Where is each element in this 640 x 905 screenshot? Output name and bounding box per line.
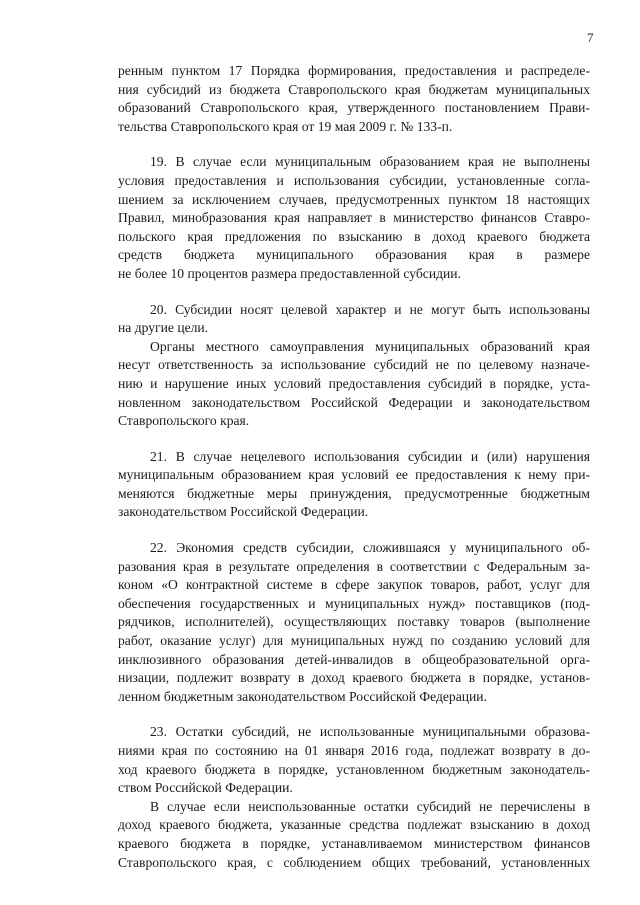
text-line: Правил, минобразования края направляет в министерство финансов Ставро- bbox=[118, 210, 590, 226]
text-line: 22. Экономия средств субсидии, сложившаяся у муниципального об- bbox=[150, 540, 590, 556]
paragraph-22 bbox=[118, 539, 590, 706]
text-line: ниями края по состоянию на 01 января 2016 года, подлежат возврату в до- bbox=[118, 743, 590, 758]
text-line: обеспечения государственных и муниципальных нужд» поставщиков (под- bbox=[118, 595, 590, 611]
text-line: разования края в результате определения в соответствии с Федеральным за- bbox=[118, 558, 590, 574]
text-line: инклюзивного образования детей-инвалидов в общеобразовательной орга- bbox=[118, 651, 590, 667]
paragraph-19 bbox=[118, 153, 590, 283]
paragraph-continuation bbox=[118, 62, 590, 136]
text-line: польского края предложения по взысканию в доход краевого бюджета bbox=[118, 228, 590, 244]
text-line: меняются бюджетные меры принуждения, предусмотренные бюджетным bbox=[118, 485, 590, 501]
text-line: ством Российской Федерации. bbox=[118, 780, 293, 796]
paragraph-20 bbox=[118, 301, 590, 338]
text-line: коном «О контрактной системе в сфере закупок товаров, работ, услуг для bbox=[118, 577, 590, 593]
text-line: не более 10 процентов размера предоставленной субсидии. bbox=[118, 265, 461, 281]
text-line: краевого бюджета в порядке, устанавливаемом министерством финансов bbox=[118, 835, 590, 851]
page-number: 7 bbox=[587, 30, 594, 45]
text-line: ленном бюджетным законодательством Российской Федерации. bbox=[118, 688, 487, 704]
text-line: на другие цели. bbox=[118, 320, 209, 336]
text-line: Ставропольского края. bbox=[118, 413, 250, 429]
paragraph-21 bbox=[118, 448, 590, 522]
text-line: рядчиков, исполнителей), осуществляющих поставку товаров (выполнение bbox=[118, 614, 590, 630]
text-line: муниципальным образованием края условий ее предоставления к нему при- bbox=[118, 467, 590, 483]
text-line: работ, оказание услуг) для муниципальных нужд по созданию условий для bbox=[118, 633, 590, 649]
text-line: Ставропольского края, с соблюдением общих требований, установленных bbox=[118, 854, 590, 870]
text-line: образований Ставропольского края, утвержденного постановлением Прави- bbox=[118, 100, 590, 116]
text-line: шением за исключением случаев, предусмотренных пунктом 18 настоящих bbox=[118, 191, 590, 207]
text-line: нию и нарушение иных условий предоставления субсидий в порядке, уста- bbox=[118, 375, 590, 391]
text-line: ния субсидий из бюджета Ставропольского края бюджетам муниципальных bbox=[118, 81, 590, 97]
text-line: несут ответственность за использование субсидий не по целевому назначе- bbox=[118, 357, 590, 373]
text-line: ход краевого бюджета в порядке, установленном бюджетным законодатель- bbox=[118, 761, 590, 777]
text-line: низации, подлежит возврату в доход краевого бюджета в порядке, установ- bbox=[118, 670, 590, 686]
paragraph-20-responsibility bbox=[118, 338, 590, 431]
text-line: 21. В случае нецелевого использования субсидии и (или) нарушения bbox=[150, 448, 590, 464]
text-line: Органы местного самоуправления муниципальных образований края bbox=[150, 338, 590, 354]
text-line: средств бюджета муниципального образования края в размере bbox=[118, 247, 590, 263]
text-line: законодательством Российской Федерации. bbox=[118, 504, 369, 520]
text-line: В случае если неиспользованные остатки субсидий не перечислены в bbox=[150, 798, 590, 814]
text-line: условия предоставления и использования субсидии, установленные согла- bbox=[118, 172, 590, 188]
text-line: новленном законодательством Российской Федерации и законодательством bbox=[118, 394, 590, 410]
text-line: 20. Субсидии носят целевой характер и не могут быть использованы bbox=[150, 301, 590, 317]
text-line: доход краевого бюджета, указанные средства подлежат взысканию в доход bbox=[118, 817, 590, 833]
text-line: ренным пунктом 17 Порядка формирования, предоставления и распределе- bbox=[118, 63, 590, 78]
text-line: 19. В случае если муниципальным образованием края не выполнены bbox=[150, 154, 590, 170]
document-body bbox=[118, 62, 590, 872]
text-line: тельства Ставропольского края от 19 мая 2009 г. № 133-п. bbox=[118, 118, 453, 134]
text-line: 23. Остатки субсидий, не использованные муниципальными образова- bbox=[150, 724, 590, 740]
paragraph-23-remainder bbox=[118, 798, 590, 872]
paragraph-23 bbox=[118, 723, 590, 797]
